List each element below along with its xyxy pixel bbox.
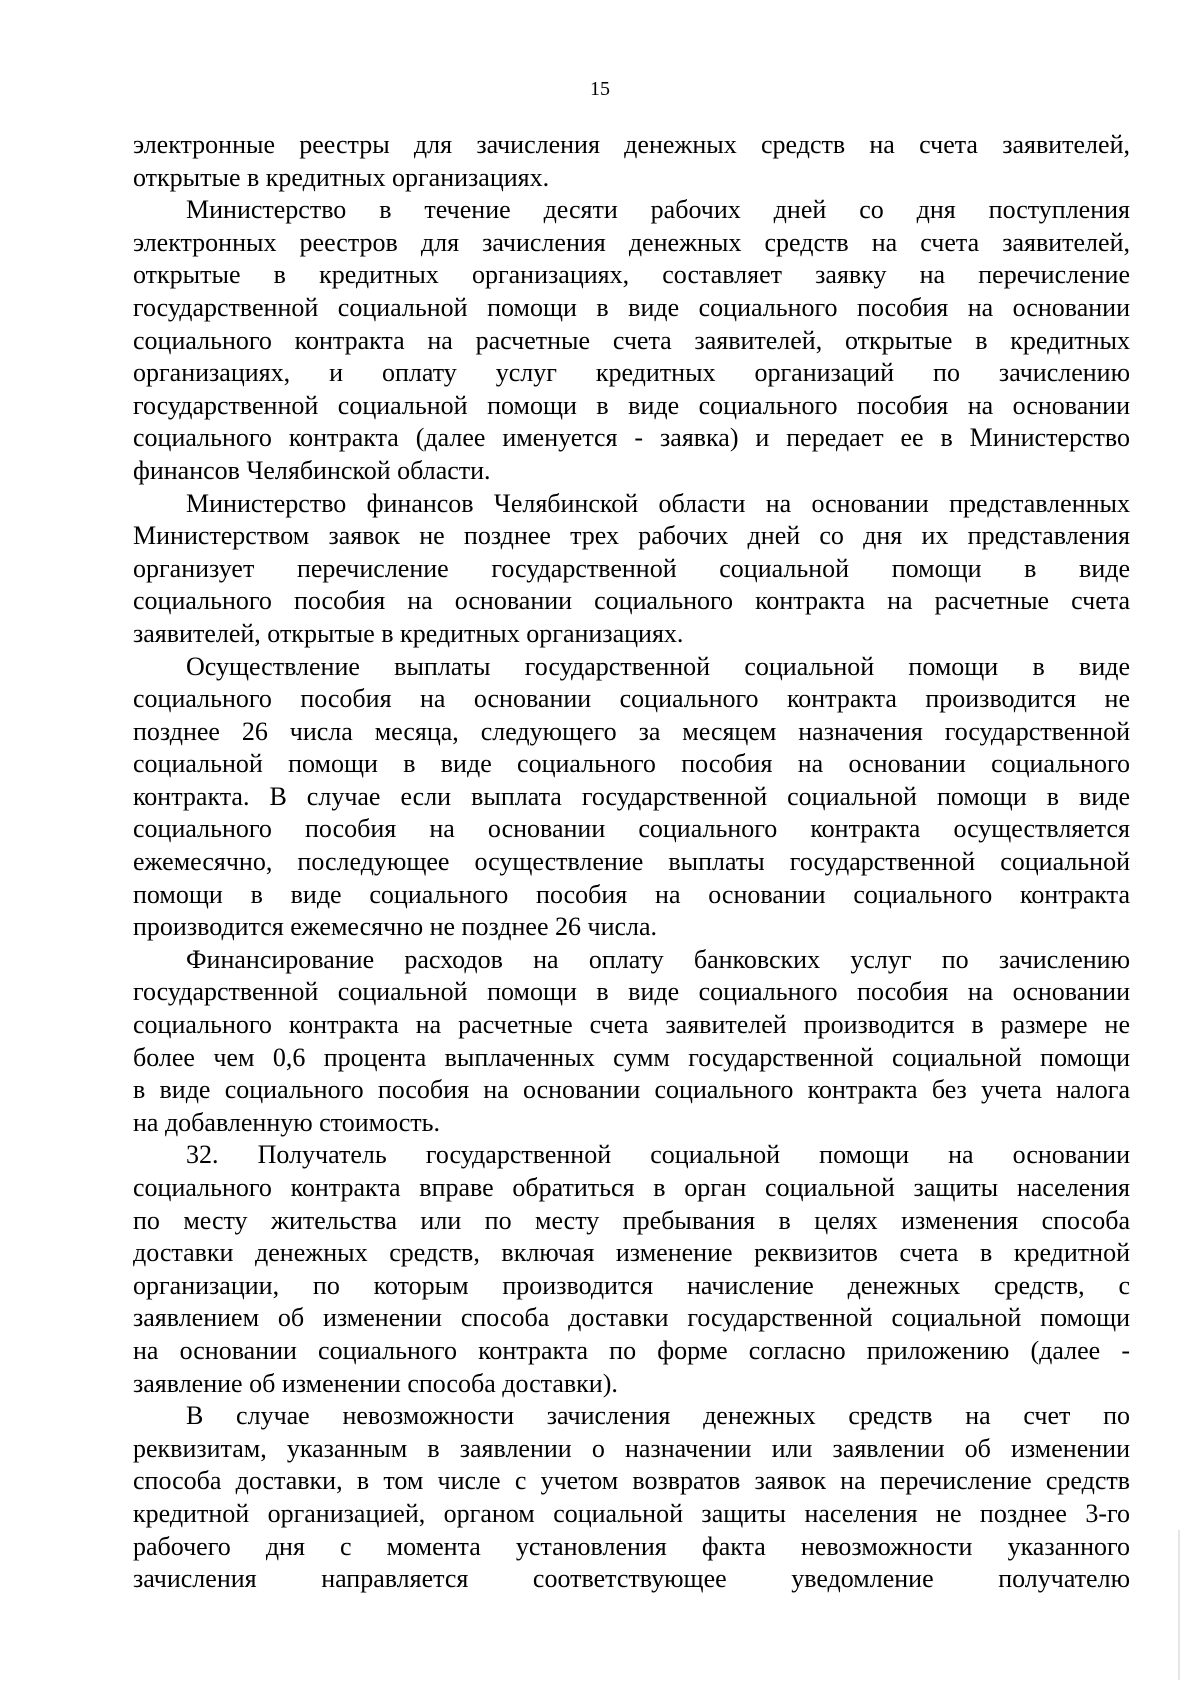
text-line: социального пособия на основании социального контракта производится не	[133, 684, 1130, 714]
text-line: заявлением об изменении способа доставки государственной социальной помощи	[133, 1303, 1130, 1333]
text-line: открытые в кредитных организациях, составляет заявку на перечисление	[133, 260, 1130, 290]
text-line: на основании социального контракта по форме согласно приложению (далее -	[133, 1335, 1130, 1365]
text-line: по месту жительства или по месту пребывания в целях изменения способа	[133, 1205, 1130, 1235]
text-line: государственной социальной помощи в виде социального пособия на основании	[133, 292, 1130, 322]
text-line: электронные реестры для зачисления денежных средств на счета заявителей,	[133, 130, 1130, 159]
text-line: Министерство в течение десяти рабочих дней со дня поступления	[186, 195, 1130, 225]
text-line: позднее 26 числа месяца, следующего за месяцем назначения государственной	[133, 716, 1130, 746]
text-line: социального пособия на основании социального контракта осуществляется	[133, 814, 1130, 844]
text-line: контракта. В случае если выплата государственной социальной помощи в виде	[133, 781, 1130, 811]
text-line: Министерством заявок не позднее трех рабочих дней со дня их представления	[133, 521, 1130, 551]
text-line: в виде социального пособия на основании социального контракта без учета налога	[133, 1075, 1130, 1105]
text-line: зачисления направляется соответствующее уведомление получателю	[133, 1564, 1130, 1594]
text-line: социального контракта на расчетные счета заявителей производится в размере не	[133, 1010, 1130, 1040]
text-line: Министерство финансов Челябинской области на основании представленных	[186, 488, 1130, 518]
text-line: государственной социальной помощи в виде социального пособия на основании	[133, 390, 1130, 420]
text-line: ежемесячно, последующее осуществление выплаты государственной социальной	[133, 847, 1130, 877]
text-line: социального пособия на основании социального контракта на расчетные счета	[133, 586, 1130, 616]
text-line: социального контракта (далее именуется - заявка) и передает ее в Министерство	[133, 423, 1130, 453]
text-line: организует перечисление государственной социальной помощи в виде	[133, 553, 1130, 583]
text-line: производится ежемесячно не позднее 26 числа.	[133, 912, 658, 942]
text-line: организации, по которым производится начисление денежных средств, с	[133, 1270, 1130, 1300]
text-line: кредитной организацией, органом социальной защиты населения не позднее 3-го	[133, 1498, 1130, 1528]
page-number: 15	[590, 78, 610, 100]
text-line: электронных реестров для зачисления денежных средств на счета заявителей,	[133, 227, 1130, 257]
text-line: заявителей, открытые в кредитных организациях.	[133, 618, 684, 648]
text-line: государственной социальной помощи в виде социального пособия на основании	[133, 977, 1130, 1007]
text-line: доставки денежных средств, включая изменение реквизитов счета в кредитной	[133, 1238, 1130, 1268]
scan-edge-mark	[1178, 1530, 1180, 1680]
text-line: социального контракта на расчетные счета заявителей, открытые в кредитных	[133, 325, 1130, 355]
text-line: 32. Получатель государственной социальной помощи на основании	[186, 1140, 1130, 1170]
document-body	[133, 129, 1130, 1596]
text-line: В случае невозможности зачисления денежных средств на счет по	[186, 1401, 1130, 1431]
text-line: социальной помощи в виде социального пособия на основании социального	[133, 749, 1130, 779]
text-line: рабочего дня с момента установления факта невозможности указанного	[133, 1531, 1130, 1561]
text-line: реквизитам, указанным в заявлении о назначении или заявлении об изменении	[133, 1433, 1130, 1463]
text-line: социального контракта вправе обратиться в орган социальной защиты населения	[133, 1173, 1130, 1202]
text-line: организациях, и оплату услуг кредитных организаций по зачислению	[133, 358, 1130, 388]
text-line: способа доставки, в том числе с учетом возвратов заявок на перечисление средств	[133, 1466, 1130, 1496]
text-line: заявление об изменении способа доставки).	[133, 1368, 618, 1398]
text-line: Финансирование расходов на оплату банковских услуг по зачислению	[186, 944, 1130, 974]
text-line: финансов Челябинской области.	[133, 455, 491, 485]
text-line: открытые в кредитных организациях.	[133, 162, 550, 192]
text-line: Осуществление выплаты государственной социальной помощи в виде	[186, 651, 1130, 681]
text-line: помощи в виде социального пособия на основании социального контракта	[133, 879, 1130, 909]
text-line: более чем 0,6 процента выплаченных сумм государственной социальной помощи	[133, 1042, 1130, 1072]
text-line: на добавленную стоимость.	[133, 1107, 440, 1137]
